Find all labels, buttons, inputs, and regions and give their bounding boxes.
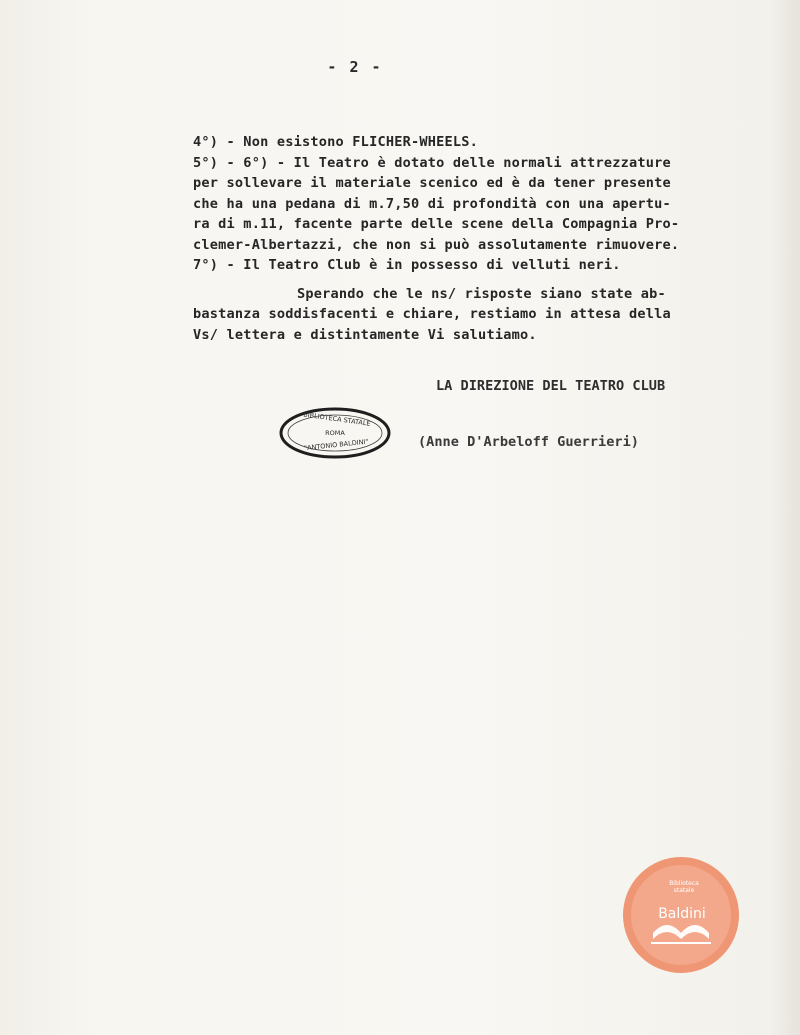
closing-line: bastanza soddisfacenti e chiare, restiamo in attesa della xyxy=(193,306,671,322)
logo-caption: Biblioteca statale xyxy=(669,880,699,894)
page-number: - 2 - xyxy=(327,58,383,76)
closing-line: Vs/ lettera e distintamente Vi salutiamo. xyxy=(193,326,537,343)
stamp-line-1: BIBLIOTECA STATALE xyxy=(302,410,372,428)
page-edge-shadow xyxy=(770,0,800,1035)
logo-name: Baldini xyxy=(658,906,706,922)
body-line: per sollevare il materiale scenico ed è da tener presente xyxy=(193,175,671,191)
signature-name: (Anne D'Arbeloff Guerrieri) xyxy=(418,434,639,450)
signature-organization: LA DIREZIONE DEL TEATRO CLUB xyxy=(436,378,666,394)
body-line: 5°) - 6°) - Il Teatro è dotato delle normali attrezzature xyxy=(193,154,671,171)
closing-line: Sperando che le ns/ risposte siano state ab- xyxy=(297,285,666,302)
body-line: clemer-Albertazzi, che non si può assolutamente rimuovere. xyxy=(193,236,680,253)
body-line: che ha una pedana di m.7,50 di profondità con una apertu- xyxy=(193,195,671,212)
stamp-line-2: ROMA xyxy=(325,429,345,437)
body-line: 4°) - Non esistono FLICHER-WHEELS. xyxy=(193,134,479,150)
body-line: 7°) - Il Teatro Club è in possesso di velluti neri. xyxy=(193,257,621,273)
library-stamp xyxy=(278,405,392,461)
body-line: ra di m.11, facente parte delle scene della Compagnia Pro- xyxy=(193,216,680,232)
closing-paragraph xyxy=(193,284,738,346)
letter-body xyxy=(193,132,738,345)
stamp-line-3: "ANTONIO BALDINI" xyxy=(303,437,369,453)
